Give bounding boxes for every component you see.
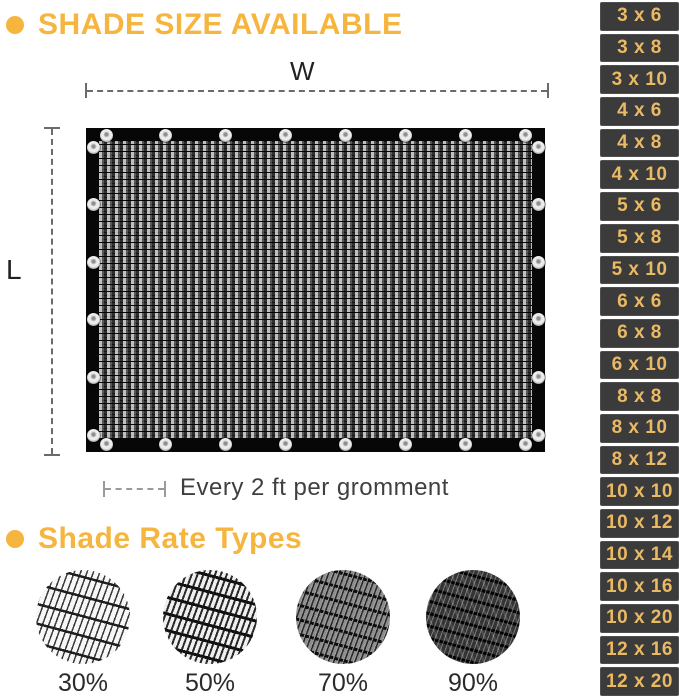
shade-fabric-swatch-icon	[36, 570, 130, 664]
size-item: 10 x 14	[600, 541, 679, 570]
grommet-icon	[532, 313, 545, 326]
size-item: 5 x 6	[600, 192, 679, 221]
shade-fabric-swatch-icon	[426, 570, 520, 664]
shade-net	[86, 128, 545, 452]
grommet-icon	[219, 438, 232, 451]
shade-rate-heading	[6, 522, 302, 556]
size-item: 5 x 8	[600, 224, 679, 253]
grommet-icon	[279, 129, 292, 142]
size-item: 8 x 12	[600, 446, 679, 475]
size-item: 4 x 10	[600, 160, 679, 189]
grommet-note: Every 2 ft per gromment	[180, 474, 449, 501]
size-item: 10 x 10	[600, 477, 679, 506]
grommet-icon	[219, 129, 232, 142]
size-item: 6 x 10	[600, 351, 679, 380]
size-item: 6 x 8	[600, 319, 679, 348]
shade-rate-label: 50%	[184, 669, 236, 697]
grommet-icon	[159, 129, 172, 142]
grommet-icon	[399, 129, 412, 142]
size-item: 5 x 10	[600, 256, 679, 285]
size-item: 3 x 8	[600, 34, 679, 63]
grommet-icon	[100, 129, 113, 142]
size-item: 12 x 20	[600, 667, 679, 696]
shade-rate-label: 30%	[57, 669, 109, 697]
grommet-icon	[519, 129, 532, 142]
shade-rate-item	[162, 570, 258, 698]
size-item: 12 x 16	[600, 636, 679, 665]
shade-size-title: SHADE SIZE AVAILABLE	[38, 8, 403, 41]
size-item: 3 x 6	[600, 2, 679, 31]
grommet-icon	[459, 129, 472, 142]
bullet-icon	[6, 530, 24, 548]
size-item: 10 x 16	[600, 572, 679, 601]
size-item: 8 x 8	[600, 382, 679, 411]
grommet-icon	[87, 198, 100, 211]
grommet-icon	[532, 371, 545, 384]
grommet-icon	[100, 438, 113, 451]
shade-fabric-swatch-icon	[296, 570, 390, 664]
width-dimension-line	[85, 83, 549, 98]
grommet-icon	[87, 141, 100, 154]
size-item: 6 x 6	[600, 287, 679, 316]
shade-rate-title: Shade Rate Types	[38, 522, 303, 555]
length-label: L	[6, 254, 22, 285]
grommet-icon	[87, 429, 100, 442]
size-item: 4 x 8	[600, 129, 679, 158]
grommet-icon	[279, 438, 292, 451]
mesh-texture	[99, 141, 532, 439]
grommet-icon	[399, 438, 412, 451]
size-item: 10 x 12	[600, 509, 679, 538]
shade-rate-item	[35, 570, 131, 698]
grommet-icon	[87, 313, 100, 326]
shade-rate-row	[0, 570, 600, 698]
grommet-icon	[87, 371, 100, 384]
shade-fabric-swatch-icon	[163, 570, 257, 664]
width-label: W	[290, 56, 315, 86]
size-list	[600, 0, 679, 698]
grommet-icon	[339, 438, 352, 451]
shade-rate-item	[295, 570, 391, 698]
grommet-icon	[519, 438, 532, 451]
shade-rate-label: 90%	[447, 669, 499, 697]
grommet-icon	[532, 141, 545, 154]
grommet-icon	[532, 198, 545, 211]
grommet-spacing-bracket	[103, 481, 166, 497]
shade-rate-item	[425, 570, 521, 698]
size-item: 3 x 10	[600, 65, 679, 94]
length-dimension-line	[44, 127, 60, 456]
grommet-icon	[87, 256, 100, 269]
grommet-icon	[339, 129, 352, 142]
shade-rate-label: 70%	[317, 669, 369, 697]
grommet-icon	[159, 438, 172, 451]
grommet-icon	[532, 429, 545, 442]
grommet-icon	[459, 438, 472, 451]
bullet-icon	[6, 16, 24, 34]
size-item: 8 x 10	[600, 414, 679, 443]
shade-size-heading	[6, 8, 402, 42]
size-item: 10 x 20	[600, 604, 679, 633]
grommet-icon	[532, 256, 545, 269]
size-item: 4 x 6	[600, 97, 679, 126]
